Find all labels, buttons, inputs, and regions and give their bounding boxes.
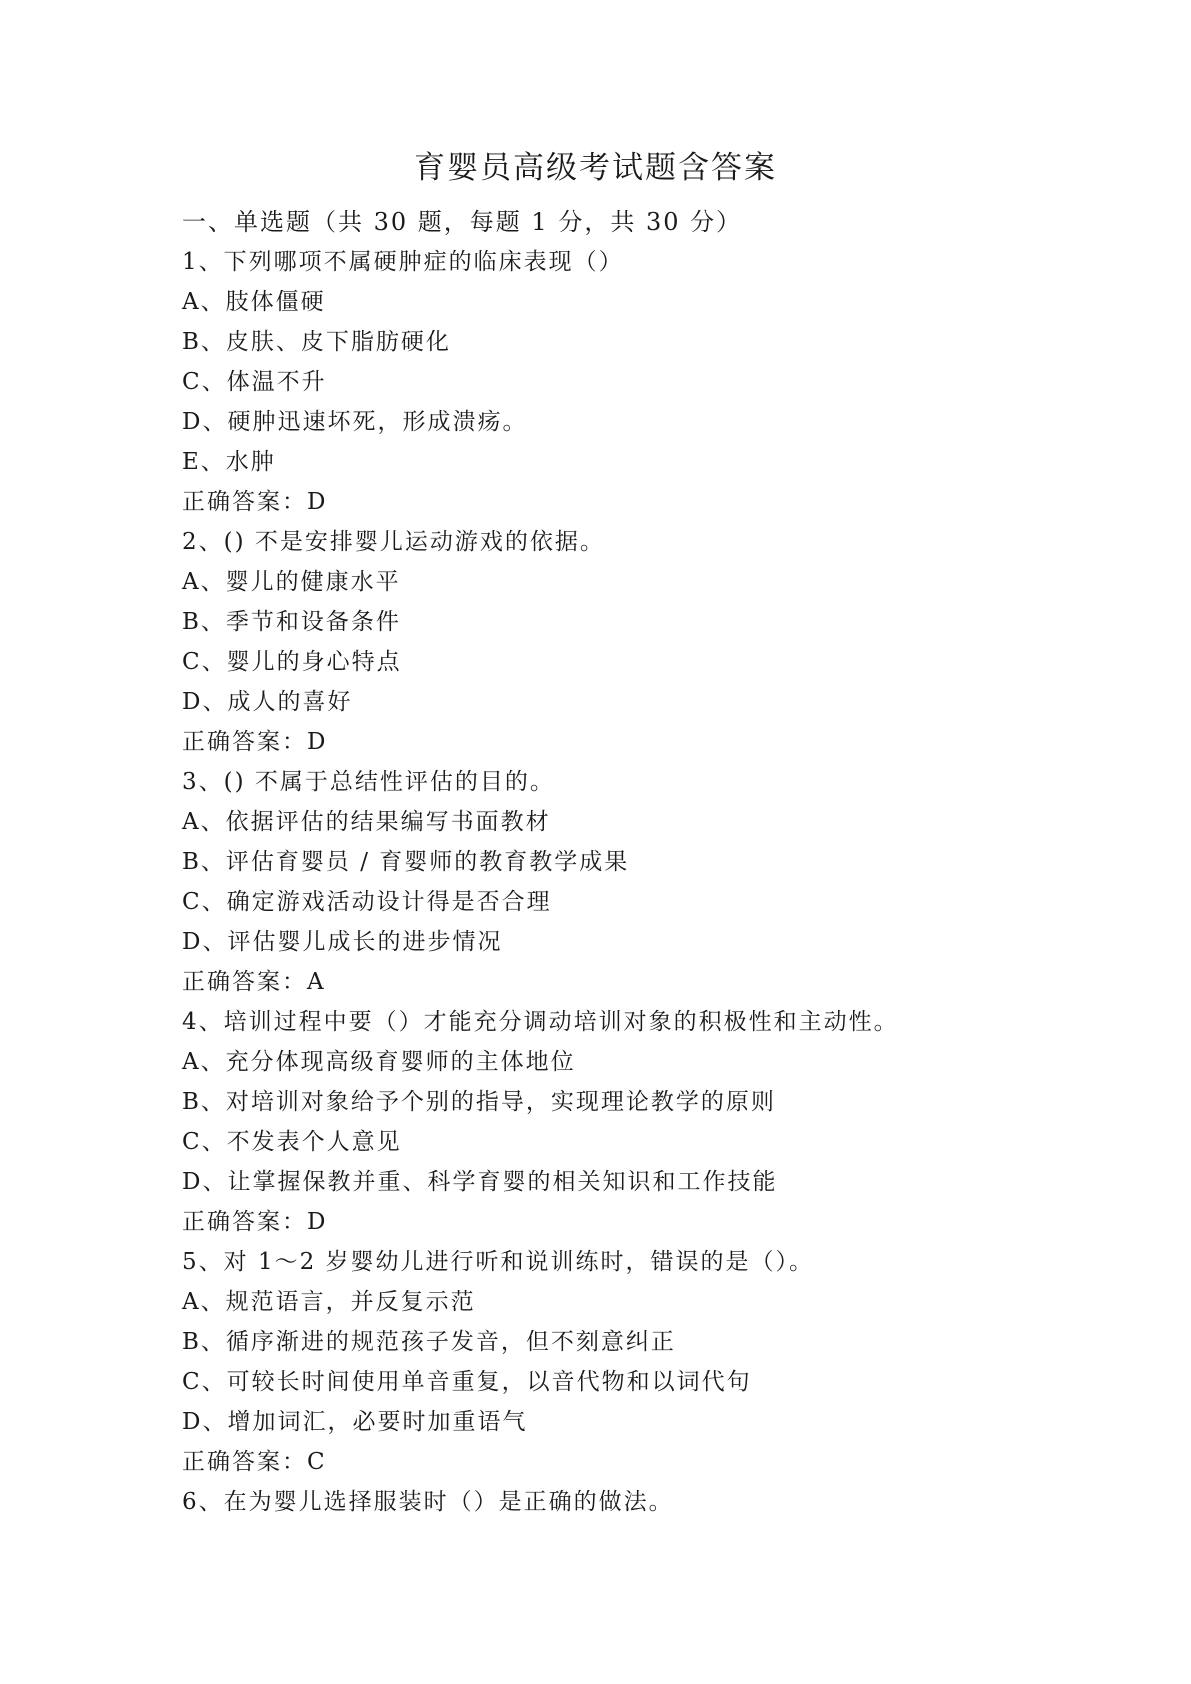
option-b: B、循序渐进的规范孩子发音，但不刻意纠正 [182,1329,676,1355]
correct-answer: 正确答案：D [182,1209,328,1235]
option-c: C、婴儿的身心特点 [182,649,402,675]
option-b: B、季节和设备条件 [182,609,401,635]
section-heading: 一、单选题（共 30 题，每题 1 分，共 30 分） [182,208,743,236]
question-stem: 1、下列哪项不属硬肿症的临床表现（） [182,249,624,275]
option-d: D、硬肿迅速坏死，形成溃疡。 [182,409,528,435]
question-1 [182,242,1142,522]
document-title: 育婴员高级考试题含答案 [414,150,777,186]
option-b: B、评估育婴员 / 育婴师的教育教学成果 [182,849,630,875]
option-a: A、肢体僵硬 [182,289,326,315]
correct-answer: 正确答案：D [182,729,328,755]
question-4 [182,1002,1142,1242]
option-a: A、依据评估的结果编写书面教材 [182,809,551,835]
question-stem: 3、() 不属于总结性评估的目的。 [182,769,555,795]
correct-answer: 正确答案：A [182,969,326,995]
question-stem: 4、培训过程中要（）才能充分调动培训对象的积极性和主动性。 [182,1009,899,1035]
question-3 [182,762,1142,1002]
option-a: A、婴儿的健康水平 [182,569,401,595]
option-d: D、成人的喜好 [182,689,353,715]
option-c: C、可较长时间使用单音重复，以音代物和以词代句 [182,1369,752,1395]
correct-answer: 正确答案：C [182,1449,327,1475]
question-5 [182,1242,1142,1482]
option-d: D、评估婴儿成长的进步情况 [182,929,503,955]
option-c: C、确定游戏活动设计得是否合理 [182,889,552,915]
question-6 [182,1482,1142,1522]
option-d: D、增加词汇，必要时加重语气 [182,1409,528,1435]
option-a: A、充分体现高级育婴师的主体地位 [182,1049,576,1075]
question-stem: 6、在为婴儿选择服装时（）是正确的做法。 [182,1489,674,1515]
option-b: B、皮肤、皮下脂肪硬化 [182,329,451,355]
option-c: C、体温不升 [182,369,327,395]
question-2 [182,522,1142,762]
document-body [182,202,1142,1522]
option-d: D、让掌握保教并重、科学育婴的相关知识和工作技能 [182,1169,778,1195]
correct-answer: 正确答案：D [182,489,328,515]
question-stem: 5、对 1～2 岁婴幼儿进行听和说训练时，错误的是（）。 [182,1249,815,1275]
question-stem: 2、() 不是安排婴儿运动游戏的依据。 [182,529,605,555]
option-b: B、对培训对象给予个别的指导，实现理论教学的原则 [182,1089,776,1115]
option-a: A、规范语言，并反复示范 [182,1289,476,1315]
option-c: C、不发表个人意见 [182,1129,402,1155]
option-e: E、水肿 [182,449,276,475]
